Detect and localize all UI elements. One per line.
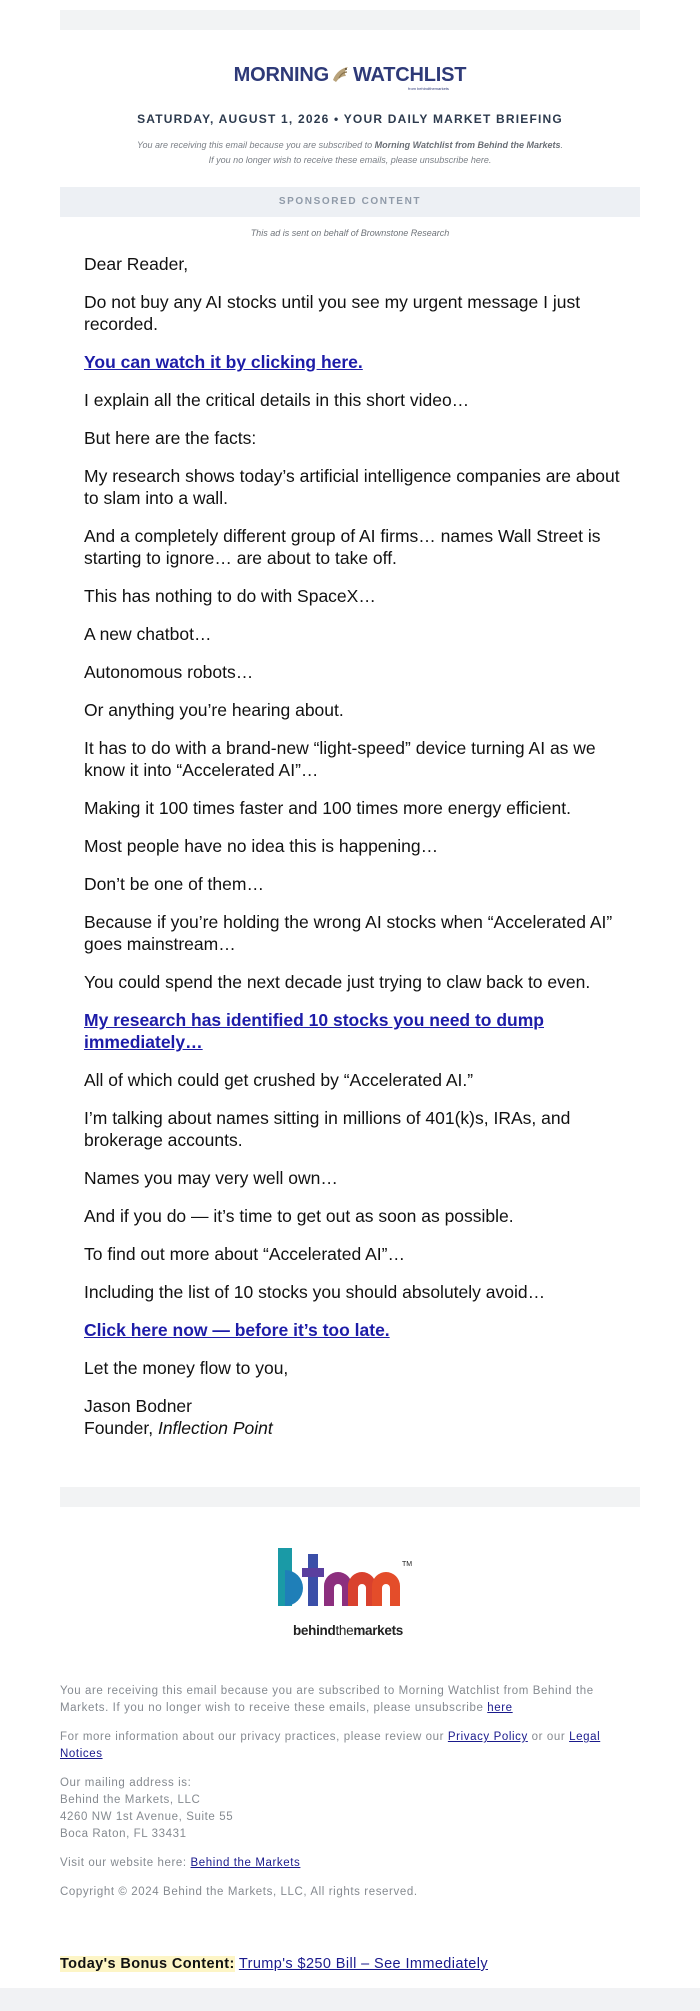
paragraph: And if you do — it’s time to get out as soon as possible. (84, 1206, 514, 1226)
paragraph: To find out more about “Accelerated AI”… (84, 1244, 405, 1264)
closing: Let the money flow to you, (84, 1358, 289, 1378)
wordmark-markets: markets (353, 1623, 403, 1638)
paragraph: Including the list of 10 stocks you should absolutely avoid… (84, 1282, 546, 1302)
paragraph: Making it 100 times faster and 100 times more energy efficient. (84, 798, 572, 818)
letter-body (84, 253, 624, 1455)
divider-bar (60, 1487, 640, 1507)
paragraph: Because if you’re holding the wrong AI stocks when “Accelerated AI” goes mainstream… (84, 912, 613, 954)
bonus-content (60, 1956, 488, 1972)
paragraph: It has to do with a brand-new “light-speed” device turning AI as we know it into “Accelerated AI”… (84, 738, 596, 780)
mail-name: Behind the Markets, LLC (60, 1794, 201, 1806)
logo-word-morning: MORNING (233, 64, 329, 86)
unsubscribe-link[interactable]: here (487, 1702, 513, 1714)
paragraph: But here are the facts: (84, 428, 257, 448)
paragraph: Don’t be one of them… (84, 874, 264, 894)
paragraph: A new chatbot… (84, 624, 212, 644)
paragraph: You could spend the next decade just trying to claw back to even. (84, 972, 591, 992)
wordmark-the: the (335, 1623, 354, 1638)
privacy-policy-link[interactable]: Privacy Policy (447, 1731, 528, 1743)
notice-text: You are receiving this email because you are subscribed to (136, 140, 375, 150)
paragraph: I’m talking about names sitting in millions of 401(k)s, IRAs, and brokerage accounts. (84, 1108, 571, 1150)
privacy-mid: or our (527, 1731, 570, 1743)
privacy-pre: For more information about our privacy practices, please review our (60, 1731, 448, 1743)
greeting: Dear Reader, (84, 254, 189, 274)
signer-name: Jason Bodner (84, 1396, 192, 1416)
footer-visit-text (60, 1855, 640, 1872)
morning-watchlist-logo[interactable] (0, 64, 700, 91)
footer-subscription-text (60, 1683, 640, 1717)
stocks-to-dump-link[interactable]: My research has identified 10 stocks you need to dump immediately… (84, 1010, 544, 1052)
paragraph: This has nothing to do with SpaceX… (84, 586, 376, 606)
btm-wordmark (278, 1623, 418, 1638)
bonus-label: Today's Bonus Content: (60, 1956, 235, 1972)
mail-street: 4260 NW 1st Avenue, Suite 55 (60, 1811, 234, 1823)
paragraph: Do not buy any AI stocks until you see my urgent message I just recorded. (84, 292, 581, 334)
notice-list-name: Morning Watchlist from Behind the Markets (374, 140, 561, 150)
paragraph: I explain all the critical details in this short video… (84, 390, 470, 410)
top-spacer-bar (60, 10, 640, 30)
paragraph: My research shows today’s artificial intelligence companies are about to slam into a wall. (84, 466, 620, 508)
click-here-now-link[interactable]: Click here now — before it’s too late. (84, 1320, 390, 1340)
notice-unsubscribe: If you no longer wish to receive these emails, please unsubscribe here. (208, 155, 492, 165)
logo-word-watchlist: WATCHLIST (352, 64, 467, 86)
bonus-link[interactable]: Trump's $250 Bill – See Immediately (238, 1956, 489, 1972)
paragraph: Or anything you’re hearing about. (84, 700, 344, 720)
bird-logo-icon (330, 64, 352, 84)
mail-label: Our mailing address is: (60, 1777, 192, 1789)
behind-the-markets-logo[interactable] (278, 1548, 428, 1640)
sub-text: You are receiving this email because you are subscribed to Morning Watchlist from Behind the Markets. If you no longer wish to receive these emails, please unsubscribe (60, 1685, 594, 1714)
watch-video-link[interactable]: You can watch it by clicking here. (84, 352, 363, 372)
wordmark-behind: behind (292, 1623, 336, 1638)
publication-name: Inflection Point (157, 1418, 273, 1438)
btm-monogram-icon (278, 1548, 428, 1623)
ad-sponsor-note: This ad is sent on behalf of Brownstone Research (250, 228, 450, 238)
signature (84, 1395, 624, 1439)
paragraph: Names you may very well own… (84, 1168, 338, 1188)
date-line: SATURDAY, AUGUST 1, 2026 • YOUR DAILY MARKET BRIEFING (137, 112, 563, 126)
mail-city: Boca Raton, FL 33431 (60, 1828, 187, 1840)
legal-notices-link[interactable]: Legal Notices (60, 1731, 601, 1760)
mailing-address (60, 1775, 640, 1843)
sponsored-content-banner: SPONSORED CONTENT (60, 187, 640, 217)
trademark-symbol: TM (402, 1561, 413, 1568)
paragraph: Autonomous robots… (84, 662, 254, 682)
signer-title: Founder, (84, 1418, 158, 1438)
notice-period: . (560, 140, 563, 150)
bottom-gray-band (0, 1988, 700, 2011)
email-footer (60, 1683, 640, 1913)
logo-sub-text: from behindthemarkets (408, 86, 449, 91)
paragraph: Most people have no idea this is happening… (84, 836, 439, 856)
paragraph: All of which could get crushed by “Accelerated AI.” (84, 1070, 474, 1090)
footer-privacy-text (60, 1729, 640, 1763)
subscription-notice (0, 138, 700, 168)
website-link[interactable]: Behind the Markets (190, 1857, 301, 1869)
visit-pre: Visit our website here: (60, 1857, 191, 1869)
paragraph: And a completely different group of AI firms… names Wall Street is starting to ignore… are about to take off. (84, 526, 601, 568)
copyright: Copyright © 2024 Behind the Markets, LLC, All rights reserved. (60, 1886, 418, 1898)
